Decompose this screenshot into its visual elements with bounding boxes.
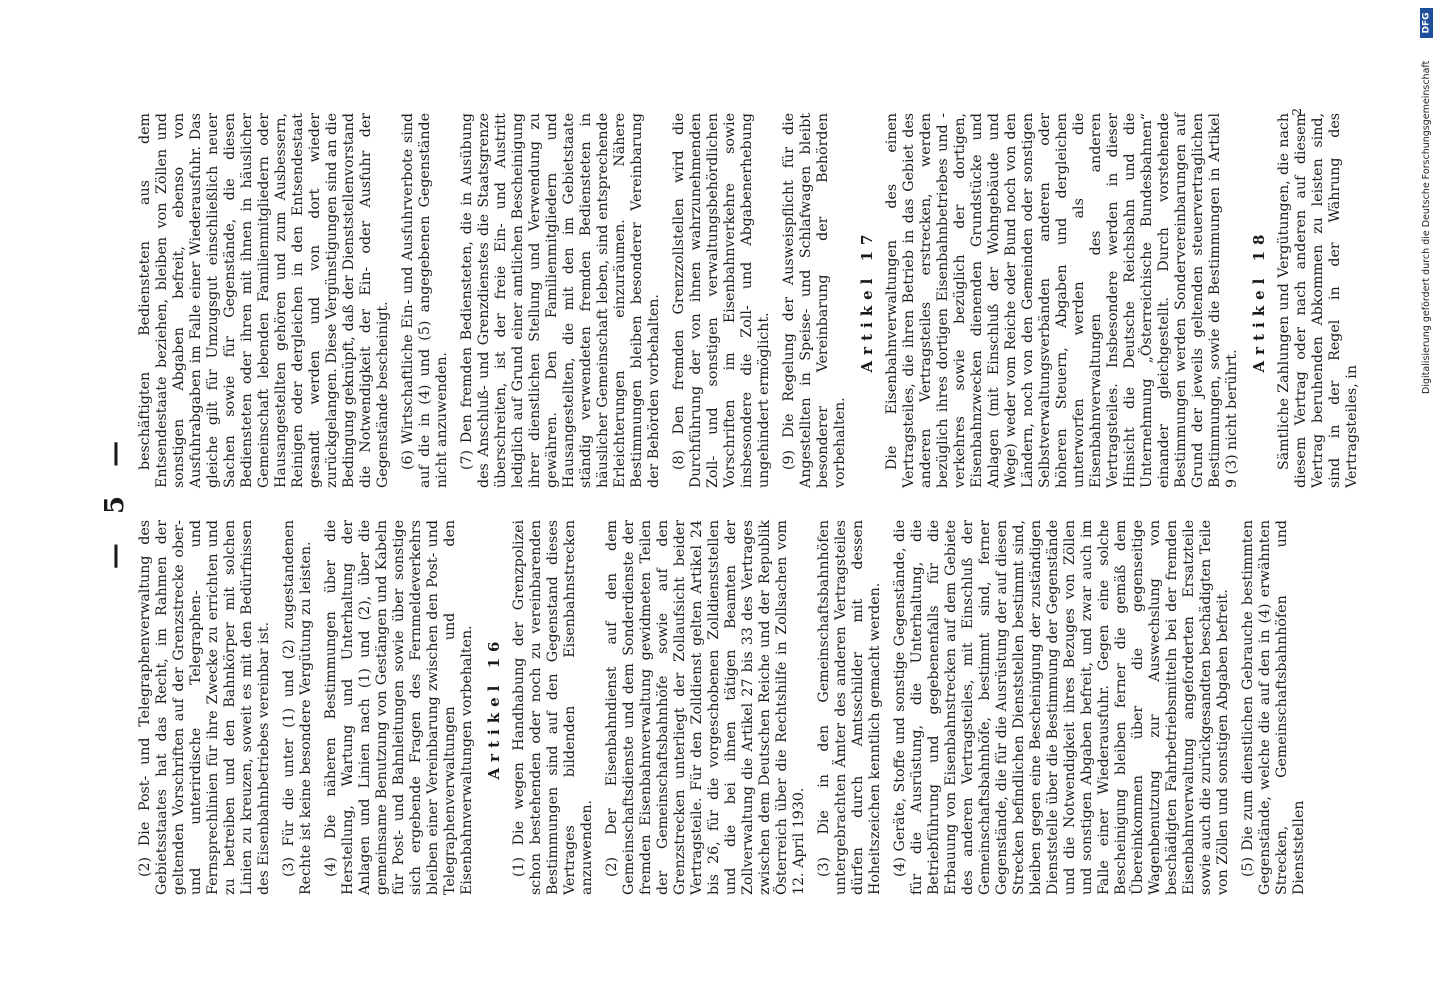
paragraph: (4) Geräte, Stoffe und sonstige Gegenstände, die für die Ausrüstung, die Unterhaltung, die Betriebführung und gegebenenfalls für die Erbauung von Eisenbahnstrecken auf dem Gebiete des anderen Vertragsteiles, mit Einschluß der Gemeinschaftsbahnhöfe, bestimmt sind, ferner Gegenstände, die für die Ausrüstung der auf diesen Strecken befindlichen Dienststellen bestimmt sind, bleiben gegen eine Bescheinigung der zuständigen Dienststelle über die Bestimmung der Gegenstände und die Notwendigkeit ihres Bezuges von Zöllen und sonstigen Abgaben befreit, und zwar auch im Falle einer Wiederausfuhr. Gegen eine solche Bescheinigung bleiben ferner die gemäß dem Übereinkommen über die gegenseitige Wagenbenutzung zur Auswechslung von beschädigten Fahrbetriebsmitteln bei der fremden Eisenbahnverwaltung angeforderten Ersatzteile sowie auch die zurückgesandten beschädigten Teile von Zöllen und sonstigen Abgaben befreit. [892,520,1231,895]
paragraph: (3) Die in den Gemeinschaftsbahnhöfen untergebrachten Ämter des anderen Vertragsteiles dürfen durch Amtsschilder mit dessen Hoheitszeichen kenntlich gemacht werden. [816,520,883,895]
dfg-logo [1420,8,1433,38]
article-heading: Artikel 17 [858,228,876,373]
right-text-column [137,113,1360,488]
paragraph: Sämtliche Zahlungen und Vergütungen, die nach diesem Vertrag oder nach anderen auf diesem Vertrag beruhenden Abkommen zu leisten sind, sind in der Regel in der Währung des Vertragsteiles, in [1276,113,1360,488]
dfg-logo-text: DFG [1421,12,1432,34]
paragraph: (7) Den fremden Bediensteten, die in Ausübung des Anschluß- und Grenzdienstes die Staatsgrenze überschreiten, ist der freie Ein- und Austritt lediglich auf Grund einer amtlichen Bescheinigung ihrer dienstlichen Stellung und Verwendung zu gewähren. Den Familienmitgliedern und Hausangestellten, die mit den im Gebietstaate ständig verwendeten fremden Bediensteten in häuslicher Gemeinschaft leben, sind entsprechende Erleichterungen einzuräumen. Nähere Bestimmungen bleiben besonderer Vereinbarung der Behörden vorbehalten. [459,113,662,488]
paragraph: (8) Den fremden Grenzzollstellen wird die Durchführung der von ihnen wahrzunehmenden Zoll- und sonstigen verwaltungsbehördlichen Vorschriften im Eisenbahnverkehre sowie insbesondere die Zoll- und Abgabenerhebung ungehindert ermöglicht. [671,113,772,488]
paragraph: (3) Für die unter (1) und (2) zugestandenen Rechte ist keine besondere Vergütung zu leisten. [281,520,314,895]
paragraph: (5) Die zum dienstlichen Gebrauche bestimmten Gegenstände, welche die auf den in (4) erwähnten Strecken, Gemeinschaftsbahnhöfen und Dienststellen [1240,520,1307,895]
article-heading: Artikel 16 [485,635,503,780]
left-text-column [137,520,1305,895]
digitization-credit [1420,44,1433,994]
paragraph: (9) Die Regelung der Ausweispflicht für die Angestellten in Speise- und Schlafwagen bleibt besonderer Vereinbarung der Behörden vorbehalten. [781,113,848,488]
paragraph: (2) Die Post- und Telegraphenverwaltung des Gebietsstaates hat das Recht, im Rahmen der geltenden Vorschriften auf der Grenzstrecke ober- und unterirdische Telegraphen- und Fernsprechlinien für ihre Zwecke zu errichten und zu betreiben und den Bahnkörper mit solchen Linien zu kreuzen, soweit es mit den Bedürfnissen des Eisenbahnbetriebes vereinbar ist. [137,520,272,895]
paragraph: (6) Wirtschaftliche Ein- und Ausfuhrverbote sind auf die in (4) und (5) angegebenen Gegenstände nicht anzuwenden. [400,113,450,488]
credit-text: Digitalisierung gefördert durch die Deutsche Forschungsgemeinschaft [1421,60,1432,394]
paragraph: (4) Die näheren Bestimmungen über die Herstellung, Wartung und Unterhaltung der Anlagen und Linien nach (1) und (2), über die gemeinsame Benutzung von Gestängen und Kabeln für Post- und Bahnleitungen sowie über sonstige sich ergebende Fragen des Fernmeldeverkehrs bleiben einer Vereinbarung zwischen den Post- und Telegraphenverwaltungen und den Eisenbahnverwaltungen vorbehalten. [323,520,475,895]
paragraph: (1) Die wegen Handhabung der Grenzpolizei schon bestehenden oder noch zu vereinbarenden Bestimmungen sind auf den Gegenstand dieses Vertrages bildenden Eisenbahnstrecken anzuwenden. [511,520,595,895]
signature-mark: 2 [1290,108,1304,116]
article-heading: Artikel 18 [1250,228,1268,373]
paragraph: beschäftigten Bediensteten aus dem Entsendestaate beziehen, bleiben von Zöllen und sonstigen Abgaben befreit, ebenso von Ausfuhrabgaben im Falle einer Wiederausfuhr. Das gleiche gilt für Umzugsgut einschließlich neuer Sachen sowie für Gegenstände, die diesen Bediensteten oder ihren mit ihnen in häuslicher Gemeinschaft lebenden Familienmitgliedern oder Hausangestellten gehören und zum Ausbessern, Reinigen oder dergleichen in den Entsendestaat gesandt werden und von dort wieder zurückgelangen. Diese Vergünstigungen sind an die Bedingung geknüpft, daß der Dienststellenvorstand die Notwendigkeit der Ein- oder Ausfuhr der Gegenstände bescheinigt. [137,113,391,488]
page-number: — 5 — [100,430,130,570]
rotated-document [95,100,1360,900]
paragraph: (2) Der Eisenbahndienst auf den dem Gemeinschaftsdienste und dem Sonderdienste der fremden Eisenbahnverwaltung gewidmeten Teilen der Gemeinschaftsbahnhöfe sowie auf den Grenzstrecken unterliegt der Zollaufsicht beider Vertragsteile. Für den Zolldienst gelten Artikel 24 bis 26, für die vorgeschobenen Zolldienststellen und die bei ihnen tätigen Beamten der Zollverwaltung die Artikel 27 bis 33 des Vertrages zwischen dem Deutschen Reiche und der Republik Österreich über die Rechtshilfe in Zollsachen vom 12. April 1930. [604,520,807,895]
paragraph: Die Eisenbahnverwaltungen des einen Vertragsteiles, die ihren Betrieb in das Gebiet des anderen Vertragsteiles erstrecken, werden bezüglich ihres dortigen Eisenbahnbetriebes und -verkehres sowie bezüglich der dortigen, Eisenbahnzwecken dienenden Grundstücke und Anlagen (mit Einschluß der Wohngebäude und Wege) weder vom Reiche oder Bund noch von den Ländern, noch von den Gemeinden oder sonstigen Selbstverwaltungsverbänden anderen oder höheren Steuern, Abgaben und dergleichen unterworfen werden als die Eisenbahnverwaltungen des anderen Vertragsteiles. Insbesondere werden in dieser Hinsicht die Deutsche Reichsbahn und die Unternehmung „Österreichische Bundesbahnen“ einander gleichgestellt. Durch vorstehende Bestimmungen werden Sondervereinbarungen auf Grund der jeweils geltenden steuervertraglichen Bestimmungen, sowie die Bestimmungen in Artikel 9 (3) nicht berührt. [884,113,1240,488]
